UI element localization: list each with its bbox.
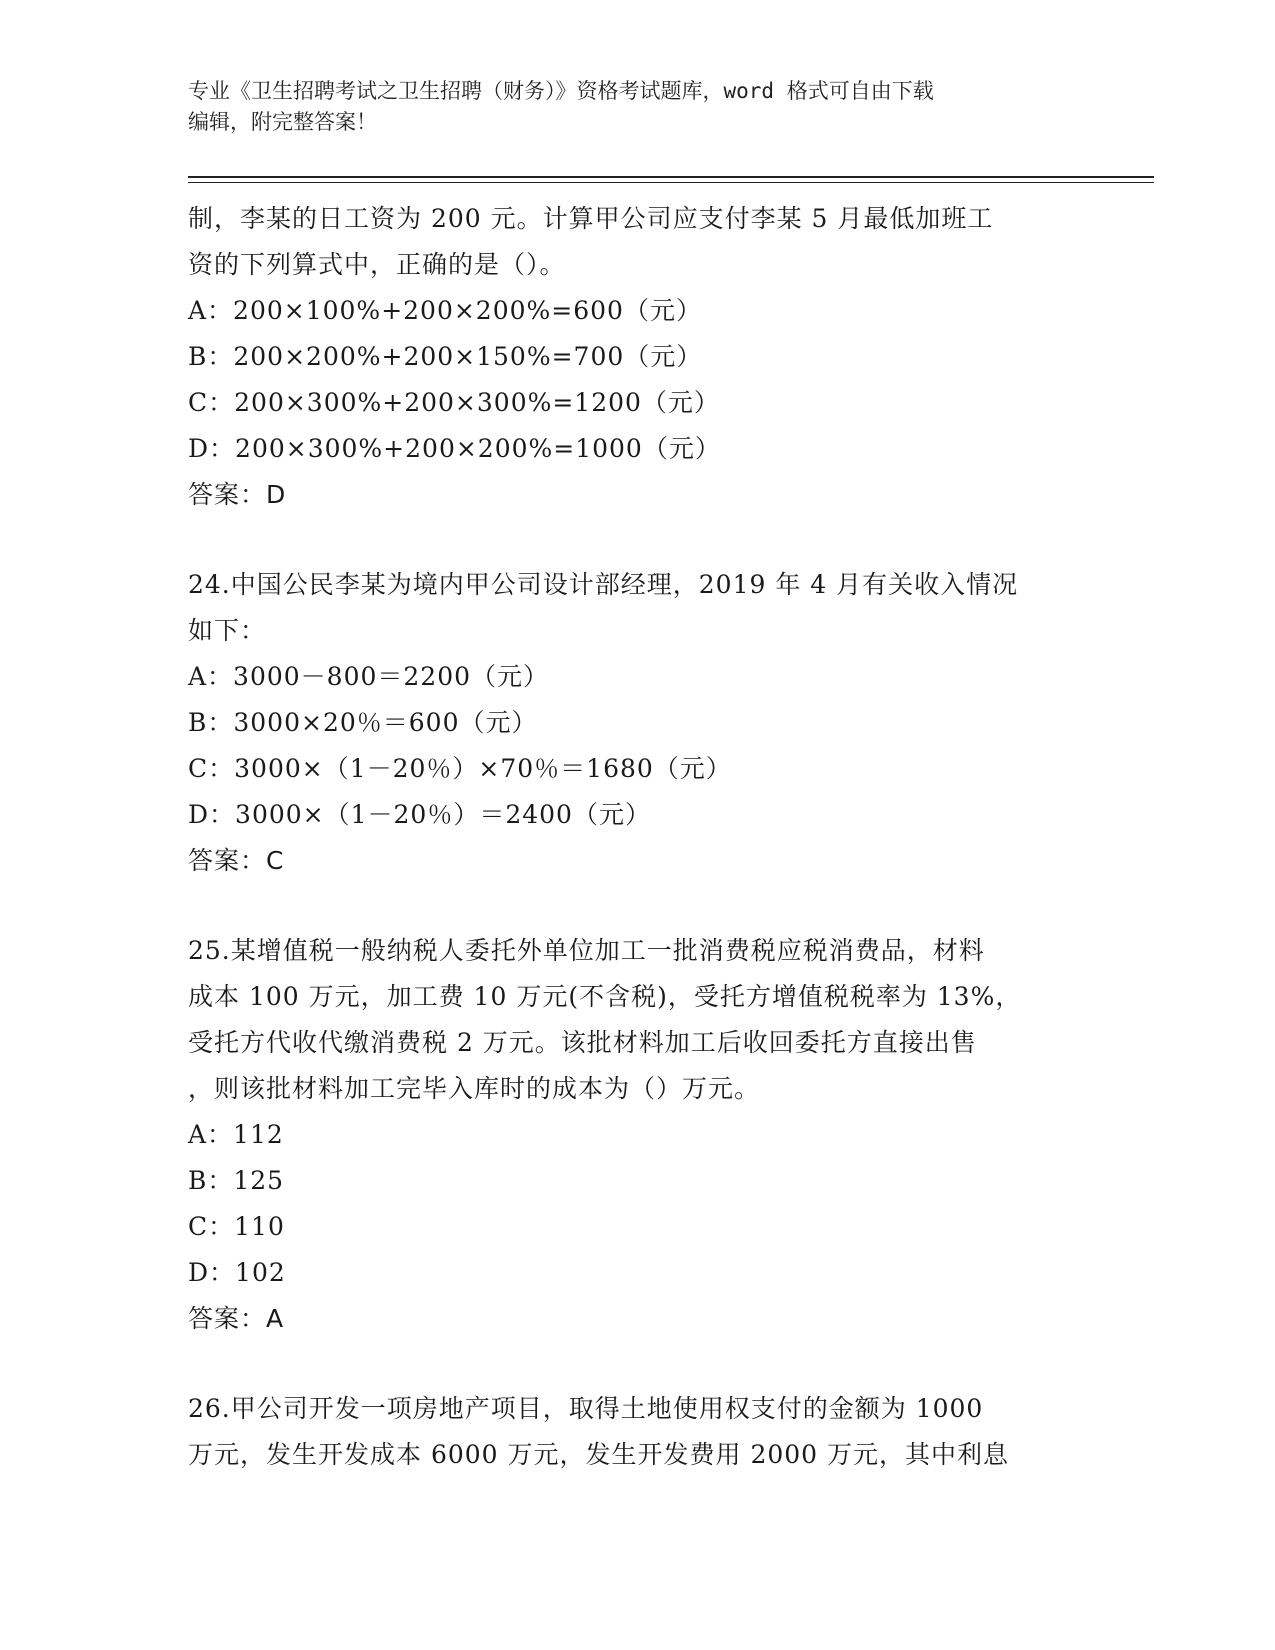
answer: 答案：A [188,1304,285,1333]
header-line-1: 专业《卫生招聘考试之卫生招聘（财务）》资格考试题库，word 格式可自由下载 [188,79,934,103]
question-text: 25.某增值税一般纳税人委托外单位加工一批消费税应税消费品，材料 [188,936,985,965]
header-line-2: 编辑，附完整答案！ [188,110,377,134]
option-b: B：3000×20％＝600（元） [188,708,538,737]
spacer [188,884,1068,928]
option-d: D：200×300%+200×200%=1000（元） [188,434,721,463]
option-b: B：200×200%+200×150%=700（元） [188,342,703,371]
answer: 答案：C [188,846,285,875]
option-b: B：125 [188,1166,285,1195]
option-d: D：102 [188,1258,286,1287]
header-divider-thin [188,182,1154,183]
question-text: 24.中国公民李某为境内甲公司设计部经理，2019 年 4 月有关收入情况 [188,570,1019,599]
option-a: A：3000－800＝2200（元） [188,662,550,691]
option-c: C：110 [188,1212,285,1241]
header-divider [188,176,1154,178]
question-text: 受托方代收代缴消费税 2 万元。该批材料加工后收回委托方直接出售 [188,1028,977,1057]
option-a: A：200×100%+200×200%=600（元） [188,296,702,325]
question-text: 万元，发生开发成本 6000 万元，发生开发费用 2000 万元，其中利息 [188,1440,1010,1469]
question-text: 制，李某的日工资为 200 元。计算甲公司应支付李某 5 月最低加班工 [188,204,994,233]
answer: 答案：D [188,480,287,509]
question-text: ，则该批材料加工完毕入库时的成本为（）万元。 [188,1074,761,1103]
question-23 [188,196,1068,518]
question-26 [188,1386,1068,1478]
page-header [188,76,1088,138]
spacer [188,1342,1068,1386]
question-text: 资的下列算式中，正确的是（）。 [188,250,566,279]
question-24 [188,562,1068,884]
document-body [188,196,1068,1478]
question-text: 26.甲公司开发一项房地产项目，取得土地使用权支付的金额为 1000 [188,1394,984,1423]
question-text: 如下： [188,616,267,645]
question-25 [188,928,1068,1342]
option-a: A：112 [188,1120,284,1149]
question-text: 成本 100 万元，加工费 10 万元(不含税)，受托方增值税税率为 13%， [188,982,1022,1011]
option-c: C：200×300%+200×300%=1200（元） [188,388,720,417]
spacer [188,518,1068,562]
option-c: C：3000×（1－20％）×70％＝1680（元） [188,754,732,783]
option-d: D：3000×（1－20％）＝2400（元） [188,800,651,829]
